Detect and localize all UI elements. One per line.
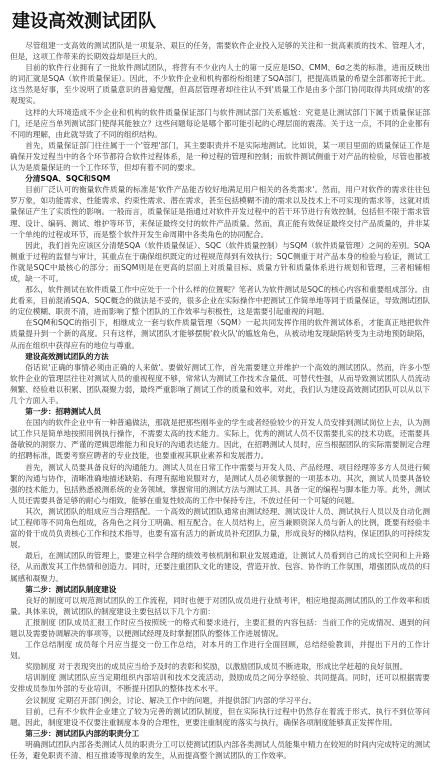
document-body xyxy=(10,40,430,761)
body-paragraph: 明确测试团队内部各类测试人员的职责分工可以使测试团队内部各类测试人员能集中精力在较短的时间内完成特定的测试任务，避免职责不清、相互推诿等现象的发生，从而提高整个测试团队的工作效率。 xyxy=(10,739,430,760)
section-heading: 第二步：测试团队制度建设 xyxy=(25,584,117,594)
body-paragraph: 尽管组建一支高效的测试团队是一项复杂、艰巨的任务，需要软件企业投入足够的关注和一批高素质的技术、管理人才，但是，这项工作带来的长期效益却是巨大的。 xyxy=(10,41,430,62)
section-heading: 建设高效测试团队的方法 xyxy=(25,351,109,361)
body-paragraph: 那么，软件测试在软件质量工作中应处于一个什么样的位置呢？笔者认为软件测试是SQC的核心内容和重要组成部分。由此看来，目前混淆SQA、SQC概念的做法是不妥的，很多企业在实际操作中把测试工作简单地等同于质量保证，导致测试团队的定位模糊、职责不清，进而影响了整个团队的工作效率与积极性，这是需要引起重视的问题。 xyxy=(10,285,430,317)
body-paragraph: 培训制度 测试团队应当定期组织内部培训和技术交流活动，鼓励成员之间分享经验、共同提高。同时，还可以根据需要安排成员参加外部的专业培训，不断提升团队的整体技术水平。 xyxy=(10,673,430,694)
section-heading: 第一步：招聘测试人员 xyxy=(25,407,102,417)
body-paragraph: 这样的大环境造成不少企业和机构的软件质量保证部门与软件测试部门关系尴尬：究竟是让测试部门下属于质量保证部门，还是应当单列测试部门使得其能独立？这些问题每论是哪个都可能引起的心理层面的震荡。关于这一点，不同的企业都有不同的理解，由此就导致了不同的组织结构。 xyxy=(10,107,430,139)
body-paragraph: 首先，测试人员要具备良好的沟通能力。测试人员在日常工作中需要与开发人员、产品经理、项目经理等多方人员进行频繁的沟通与协作，清晰准确地描述缺陷、有理有据地说服对方，是测试人员必须掌握的一项基本功。其次，测试人员要具备较强的技术能力，包括熟悉被测系统的业务领域、掌握常用的测试方法与测试工具、具备一定的编程与脚本能力等。此外，测试人员还需要具备足够的耐心与细致，能够在重复性较高的工作中保持专注，不放过任何一个可疑的问题。 xyxy=(10,462,430,505)
body-paragraph: 俗话说'正确的事情必须由正确的人来做'。要做好测试工作，首先需要建立并维护一个高效的测试团队。然而，许多小型软件企业的管理层往往对测试人员的重视程度不够，常常认为测试工作技术含量低、可替代性强，从而导致测试团队人员流动频繁、经验难以积累、团队凝聚力弱，最终严重影响了测试工作的质量和效率。对此，我们认为建设高效测试团队可以从以下几个方面入手。 xyxy=(10,362,430,405)
section-heading: 分清SQA、SQC和SQM xyxy=(25,174,111,184)
body-paragraph: 最后，在测试团队的管理上，要建立科学合理的绩效考核机制和职业发展通道，让测试人员看到自己的成长空间和上升路径，从而激发其工作热情和创造力。同时，还要注重团队文化的建设，营造开放、包容、协作的工作氛围，增强团队成员的归属感和凝聚力。 xyxy=(10,551,430,583)
body-paragraph: 良好的制度可以规范测试团队的工作流程，同时也便于对团队成员进行业绩考评，相应地提高测试团队的工作效率和质量。具体来说，测试团队的制度建设主要包括以下几个方面： xyxy=(10,595,430,616)
body-paragraph: 会议制度 定期召开部门例会，讨论、解决工作中的问题，并提供部门内部的学习平台。 xyxy=(25,695,317,705)
body-paragraph: 首先，质量保证部门往往属于一个'管理'部门，其主要职责并不是实际地测试。比如说，某一项目里面的质量保证工作是确保开发过程当中的各个环节都符合软件过程体系，是一种过程的管理和控制；而软件测试侧重于对产品的检验，尽管也都被认为是质量保证的一个工作环节，但却有着不同的要求。 xyxy=(10,140,430,173)
body-paragraph: 目前，已有不少软件企业建立了较为完善的测试团队制度，但在实际执行过程中仍然存在着流于形式、执行不到位等问题。因此，制度建设不仅要注重制度本身的合理性，更要注重制度的落实与执行，确保各项制度能够真正发挥作用。 xyxy=(10,706,430,727)
body-paragraph: 因此，我们首先应该区分清楚SQA（软件质量保证）、SQC（软件质量控制）与SQM（软件质量管理）之间的差别。SQA侧重于过程的监督与审计，其重点在于确保组织既定的过程规范得到有效执行；SQC侧重于对产品本身的检验与验证，测试工作就是SQC中最核心的部分；而SQM则是在更高的层面上对质量目标、质量方针和质量体系进行规划和管理，三者相辅相成，缺一不可。 xyxy=(10,240,430,283)
body-paragraph: 汇报制度 团队成员汇报工作时应当按照统一的格式和要求进行，主要汇报的内容包括：当前工作的完成情况、遇到的问题以及需要协调解决的事项等，以便测试经理及时掌握团队的整体工作进展情况。 xyxy=(10,617,430,638)
document-title: 建设高效测试团队 xyxy=(12,11,156,32)
body-paragraph: 在SQM和SQC的指引下，相继成立一套与软件质量管理（SQM）一起共同发挥作用的软件测试体系，才能真正地把软件质量提升到一个新的高度。只有这样，测试团队才能够摆脱'救火队'的尴尬角色，从被动地发现缺陷转变为主动地预防缺陷，从而在组织中获得应有的地位与尊重。 xyxy=(10,318,430,350)
body-paragraph: 目前的软件行业拥有了一批软件测试团队，将营有不少业内人士的第一反应是ISO、CMM、6σ之类的标准，进而反映出的词汇就是SQA（软件质量保证）。因此，不少软件企业和机构都纷纷组建了SQA部门，把提高质量的希望全部都寄托于此。这当然是好事，至少说明了质量意识的普遍觉醒，但高层管理者却往往认不到'质量工作是由多个部门协同取得共同成绩'的客观现实。 xyxy=(10,63,430,106)
section-heading: 第三步：测试团队内部的职责分工 xyxy=(25,728,140,738)
body-paragraph: 奖励制度 对于表现突出的成员应当给予及时的表彰和奖励，以激励团队成员不断进取，形成比学赶超的良好氛围。 xyxy=(25,662,408,672)
body-paragraph: 在国内的软件企业中有一种普遍做法，那就是把那些刚毕业的学生或者经验较少的开发人员安排到测试岗位上去，认为测试工作只是简单地按照用例执行操作，不需要太高的技术能力。实际上，优秀的测试人员不仅需要扎实的技术功底，还需要具备敏锐的洞察力、严谨的逻辑思维能力和良好的沟通表达能力。因此，在招聘测试人员时，应当根据团队的实际需要制定合理的招聘标准，既要考察应聘者的专业技能，也要重视其职业素养和发展潜力。 xyxy=(10,418,430,461)
body-paragraph: 其次，测试团队的组成应当合理搭配。一个高效的测试团队通常由测试经理、测试设计人员、测试执行人员以及自动化测试工程师等不同角色组成，各角色之间分工明确、相互配合。在人员结构上，应当兼顾资深人员与新人的比例，既要有经验丰富的骨干成员负责核心工作和技术指导，也要有富有活力的新成员补充团队力量，形成良好的梯队结构，保证团队的可持续发展。 xyxy=(10,506,430,550)
body-paragraph: 工作总结制度 成员每个月应当提交一份工作总结，对本月的工作进行全面回顾，总结经验教训，并提出下月的工作计划。 xyxy=(10,640,430,661)
body-paragraph: 目前厂泛认可的衡量软件质量的标准是'软件产品能否较好地满足用户相关的各类需求'。然而，用户对软件的需求往往包罗万象，如功能需求、性能需求、约束性需求、潜在需求，甚至包括模糊不清的需求以及技术上不可实现的需求等，这就对质量保证产生了实质性的影响。一般而言，质量保证是指通过对软件开发过程中的若干环节进行有效控制，包括但不限于需求管理、设计、编码、测试、维护等环节，来保证最终交付的软件产品质量。然而，真正能有效保证最终交付产品质量的，并非某一个单纯的过程或环节，而是整个软件开发生命周期中各类角色的协同配合。 xyxy=(10,185,430,239)
